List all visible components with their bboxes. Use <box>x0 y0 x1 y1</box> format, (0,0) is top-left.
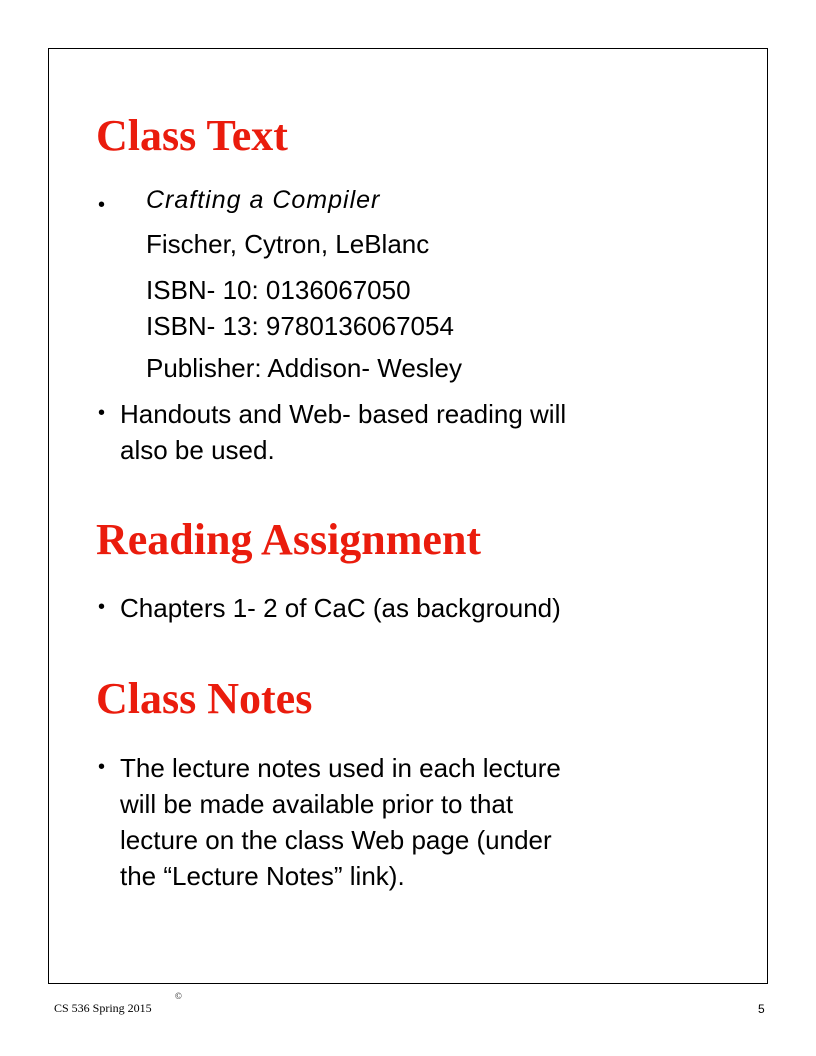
heading-reading-assignment: Reading Assignment <box>96 515 482 564</box>
book-title: Crafting a Compiler <box>146 186 381 214</box>
bullet: • <box>98 402 106 424</box>
heading-class-text: Class Text <box>96 111 288 160</box>
heading-class-notes: Class Notes <box>96 674 313 723</box>
handouts-line-2: also be used. <box>120 435 275 465</box>
book-isbn10: ISBN- 10: 0136067050 <box>146 275 411 305</box>
notes-line-2: will be made available prior to that <box>120 789 514 819</box>
footer-course: CS 536 Spring 2015 <box>54 1001 152 1015</box>
notes-line-1: The lecture notes used in each lecture <box>120 753 561 783</box>
copyright-symbol: © <box>175 991 182 1001</box>
notes-line-4: the “Lecture Notes” link). <box>120 861 405 891</box>
page-number: 5 <box>758 1002 765 1016</box>
reading-line-1: Chapters 1- 2 of CaC (as background) <box>120 593 561 623</box>
bullet: • <box>98 756 106 778</box>
notes-line-3: lecture on the class Web page (under <box>120 825 552 855</box>
book-authors: Fischer, Cytron, LeBlanc <box>146 229 430 259</box>
bullet: • <box>98 194 106 216</box>
book-publisher: Publisher: Addison- Wesley <box>146 353 463 383</box>
handouts-line-1: Handouts and Web- based reading will <box>120 399 567 429</box>
book-isbn13: ISBN- 13: 9780136067054 <box>146 311 454 341</box>
bullet: • <box>98 596 106 618</box>
